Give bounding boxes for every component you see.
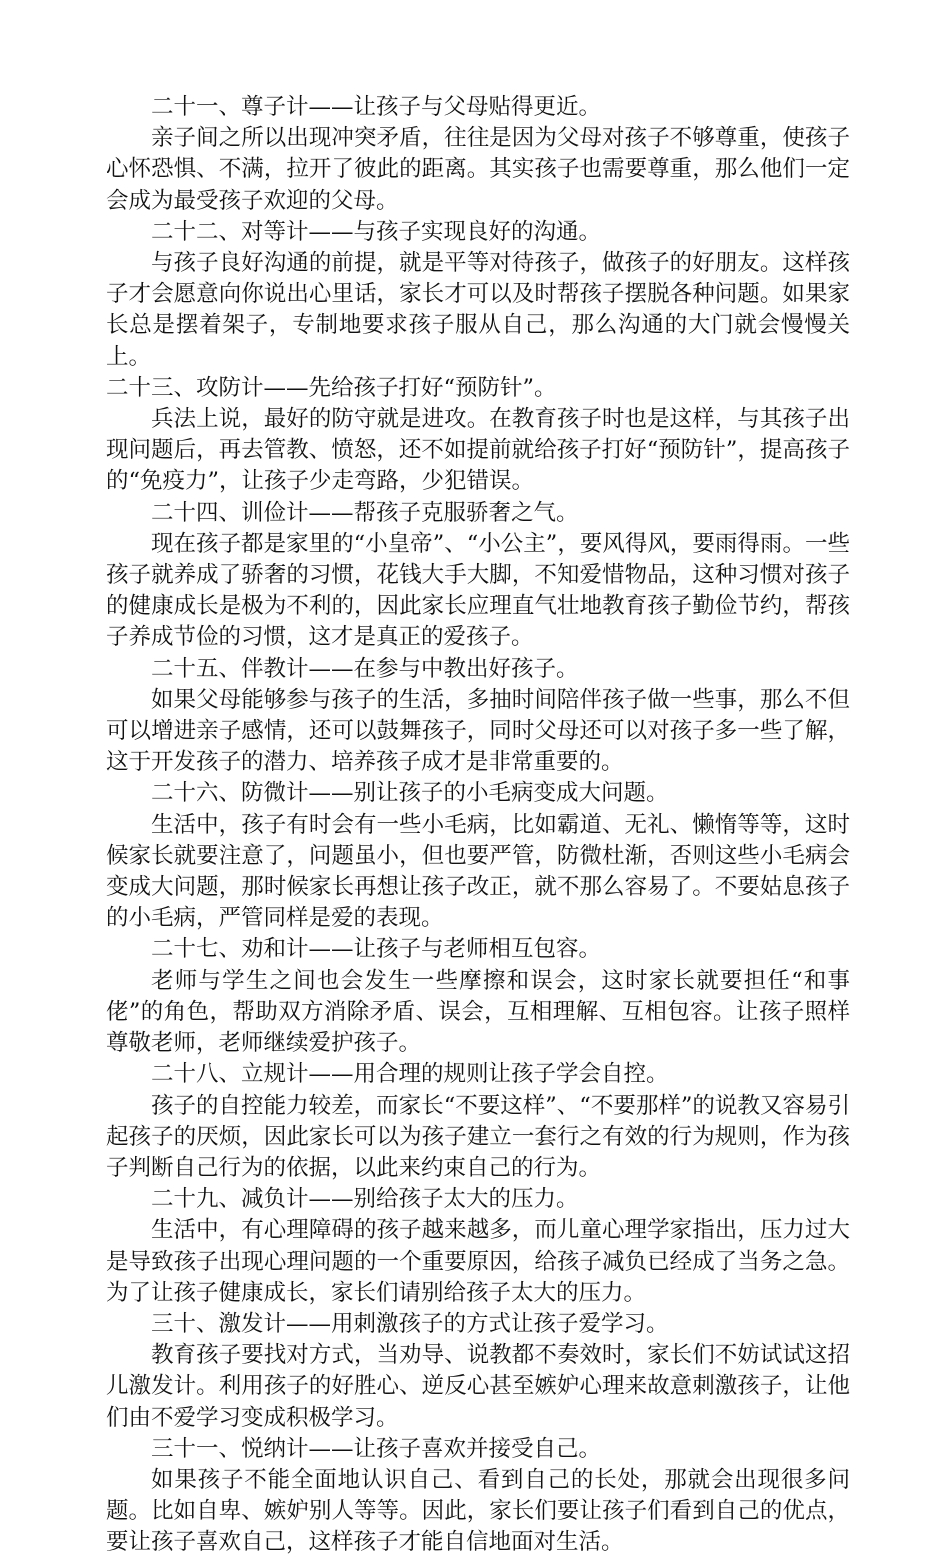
document-page [106,92,850,1559]
section-heading: 二十六、防微计——别让孩子的小毛病变成大问题。 [151,780,669,807]
section-body: 如果孩子不能全面地认识自己、看到自己的长处，那就会出现很多问题。比如自卑、嫉妒别人等等。因此，家长们要让孩子们看到自己的优点，要让孩子喜欢自己，这样孩子才能自信地面对生活。 [106,1466,850,1556]
section-heading: 二十八、立规计——用合理的规则让孩子学会自控。 [151,1061,669,1088]
section-27 [106,934,850,1059]
section-body: 孩子的自控能力较差，而家长“不要这样”、“不要那样”的说教又容易引起孩子的厌烦，因此家长可以为孩子建立一套行之有效的行为规则，作为孩子判断自己行为的依据，以此来约束自己的行为。 [106,1092,850,1181]
section-heading: 二十三、攻防计——先给孩子打好“预防针”。 [106,374,557,401]
section-heading: 三十一、悦纳计——让孩子喜欢并接受自己。 [151,1435,602,1462]
section-heading: 二十二、对等计——与孩子实现良好的沟通。 [151,218,602,245]
section-21 [106,92,850,217]
section-23 [106,373,850,498]
section-body: 生活中，有心理障碍的孩子越来越多，而儿童心理学家指出，压力过大是导致孩子出现心理问题的一个重要原因，给孩子减负已经成了当务之急。为了让孩子健康成长，家长们请别给孩子太大的压力。 [106,1217,850,1306]
section-body: 生活中，孩子有时会有一些小毛病，比如霸道、无礼、懒惰等等，这时候家长就要注意了，问题虽小，但也要严管，防微杜渐，否则这些小毛病会变成大问题，那时候家长再想让孩子改正，就不那么容易了。不要姑息孩子的小毛病，严管同样是爱的表现。 [106,811,850,932]
section-body: 与孩子良好沟通的前提，就是平等对待孩子，做孩子的好朋友。这样孩子才会愿意向你说出心里话，家长才可以及时帮孩子摆脱各种问题。如果家长总是摆着架子，专制地要求孩子服从自己，那么沟通的大门就会慢慢关上。 [106,250,850,370]
section-heading: 二十七、劝和计——让孩子与老师相互包容。 [151,936,602,963]
section-24 [106,498,850,654]
section-26 [106,778,850,934]
section-body: 亲子间之所以出现冲突矛盾，往往是因为父母对孩子不够尊重，使孩子心怀恐惧、不满，拉开了彼此的距离。其实孩子也需要尊重，那么他们一定会成为最受孩子欢迎的父母。 [106,125,850,214]
section-heading: 二十九、减负计——别给孩子太大的压力。 [151,1186,579,1213]
section-25 [106,654,850,779]
section-heading: 二十五、伴教计——在参与中教出好孩子。 [151,655,579,682]
section-heading: 三十、激发计——用刺激孩子的方式让孩子爱学习。 [151,1310,669,1337]
section-29 [106,1184,850,1309]
section-heading: 二十四、训俭计——帮孩子克服骄奢之气。 [151,499,579,526]
section-body: 教育孩子要找对方式，当劝导、说教都不奏效时，家长们不妨试试这招儿激发计。利用孩子的好胜心、逆反心甚至嫉妒心理来故意刺激孩子，让他们由不爱学习变成积极学习。 [106,1342,850,1431]
section-28 [106,1059,850,1184]
section-body: 兵法上说，最好的防守就是进攻。在教育孩子时也是这样，与其孩子出现问题后，再去管教、愤怒，还不如提前就给孩子打好“预防针”，提高孩子的“免疫力”，让孩子少走弯路，少犯错误。 [106,406,850,495]
section-22 [106,217,850,373]
section-body: 老师与学生之间也会发生一些摩擦和误会，这时家长就要担任“和事佬”的角色，帮助双方消除矛盾、误会，互相理解、互相包容。让孩子照样尊敬老师，老师继续爱护孩子。 [106,967,850,1057]
section-31 [106,1434,850,1559]
section-body: 如果父母能够参与孩子的生活，多抽时间陪伴孩子做一些事，那么不但可以增进亲子感情，还可以鼓舞孩子，同时父母还可以对孩子多一些了解，这于开发孩子的潜力、培养孩子成才是非常重要的。 [106,686,850,776]
section-heading: 二十一、尊子计——让孩子与父母贴得更近。 [151,94,602,120]
section-30 [106,1309,850,1434]
section-body: 现在孩子都是家里的“小皇帝”、“小公主”，要风得风，要雨得雨。一些孩子就养成了骄奢的习惯，花钱大手大脚，不知爱惜物品，这种习惯对孩子的健康成长是极为不利的，因此家长应理直气壮地教育孩子勤俭节约，帮孩子养成节俭的习惯，这才是真正的爱孩子。 [106,530,850,651]
